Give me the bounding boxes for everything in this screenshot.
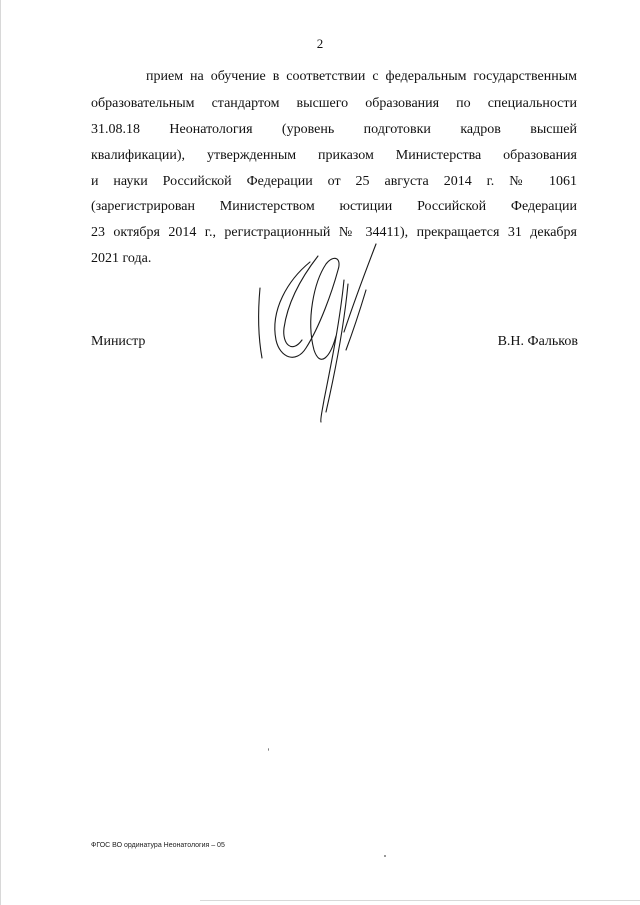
scan-speck bbox=[268, 748, 269, 751]
signer-name: В.Н. Фальков bbox=[497, 334, 578, 349]
body-text-line-1: прием на обучение в соответствии с федеральным государственным bbox=[146, 69, 577, 84]
body-text-line-3: 31.08.18 Неонатология (уровень подготовки кадров высшей bbox=[91, 122, 577, 137]
body-text-line-8: 2021 года. bbox=[91, 251, 152, 266]
handwritten-signature bbox=[248, 240, 398, 430]
scan-edge-left bbox=[0, 0, 1, 905]
signer-role: Министр bbox=[91, 334, 146, 349]
page-number: 2 bbox=[316, 36, 324, 51]
footer-note: ФГОС ВО ординатура Неонатология – 05 bbox=[91, 842, 225, 849]
scan-edge-bottom bbox=[200, 900, 640, 901]
body-text-line-6: (зарегистрирован Министерством юстиции Российской Федерации bbox=[91, 199, 577, 214]
body-text-line-7: 23 октября 2014 г., регистрационный № 34411), прекращается 31 декабря bbox=[91, 225, 577, 240]
body-text-line-4: квалификации), утвержденным приказом Министерства образования bbox=[91, 148, 577, 163]
body-text-line-5: и науки Российской Федерации от 25 августа 2014 г. № 1061 bbox=[91, 174, 577, 189]
scan-speck bbox=[384, 855, 386, 857]
body-text-line-2: образовательным стандартом высшего образования по специальности bbox=[91, 96, 577, 111]
